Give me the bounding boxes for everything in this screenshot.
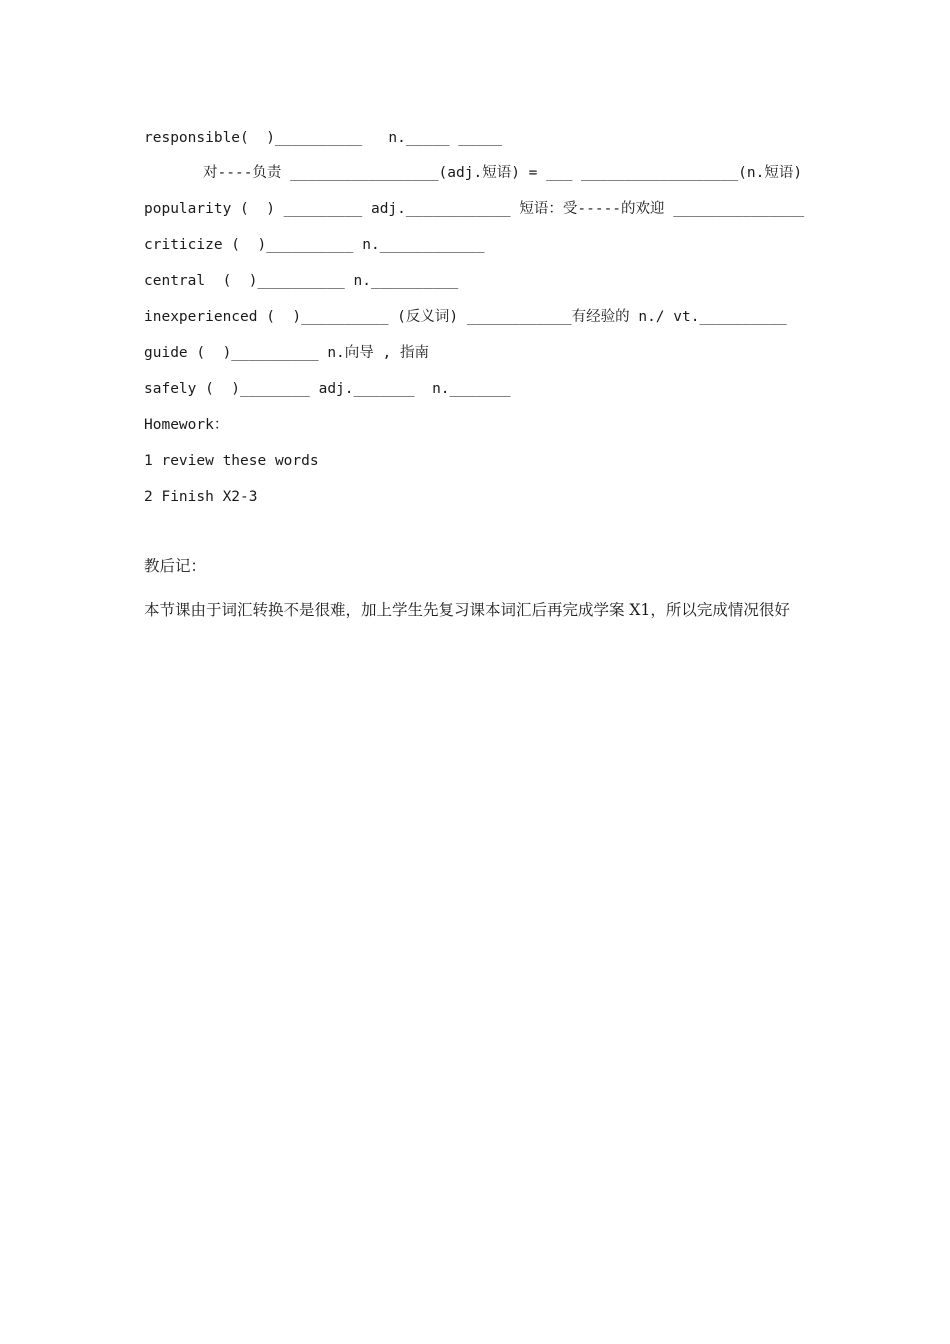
exercise-line-criticize: criticize ( )__________ n.____________ [144,237,485,253]
exercise-line-responsible-for: 对----负责 _________________(adj.短语) = ___ __________________(n.短语) [203,165,803,181]
exercise-line-responsible: responsible( )__________ n._____ _____ [144,130,502,146]
reflection-body: 本节课由于词汇转换不是很难，加上学生先复习课本词汇后再完成学案 X1，所以完成情况很好 [144,601,790,619]
reflection-title: 教后记： [144,557,207,575]
homework-item-2: 2 Finish X2-3 [144,489,258,505]
homework-item-1: 1 review these words [144,453,319,469]
exercise-line-inexperienced: inexperienced ( )__________ (反义词) ____________有经验的 n./ vt.__________ [144,309,787,325]
exercise-line-central: central ( )__________ n.__________ [144,273,459,289]
exercise-line-popularity: popularity ( ) _________ adj.____________ 短语：受-----的欢迎 _______________ [144,201,805,217]
exercise-line-safely: safely ( )________ adj._______ n._______ [144,381,511,397]
exercise-line-guide: guide ( )__________ n.向导 , 指南 [144,345,429,361]
homework-title: Homework： [144,417,229,433]
